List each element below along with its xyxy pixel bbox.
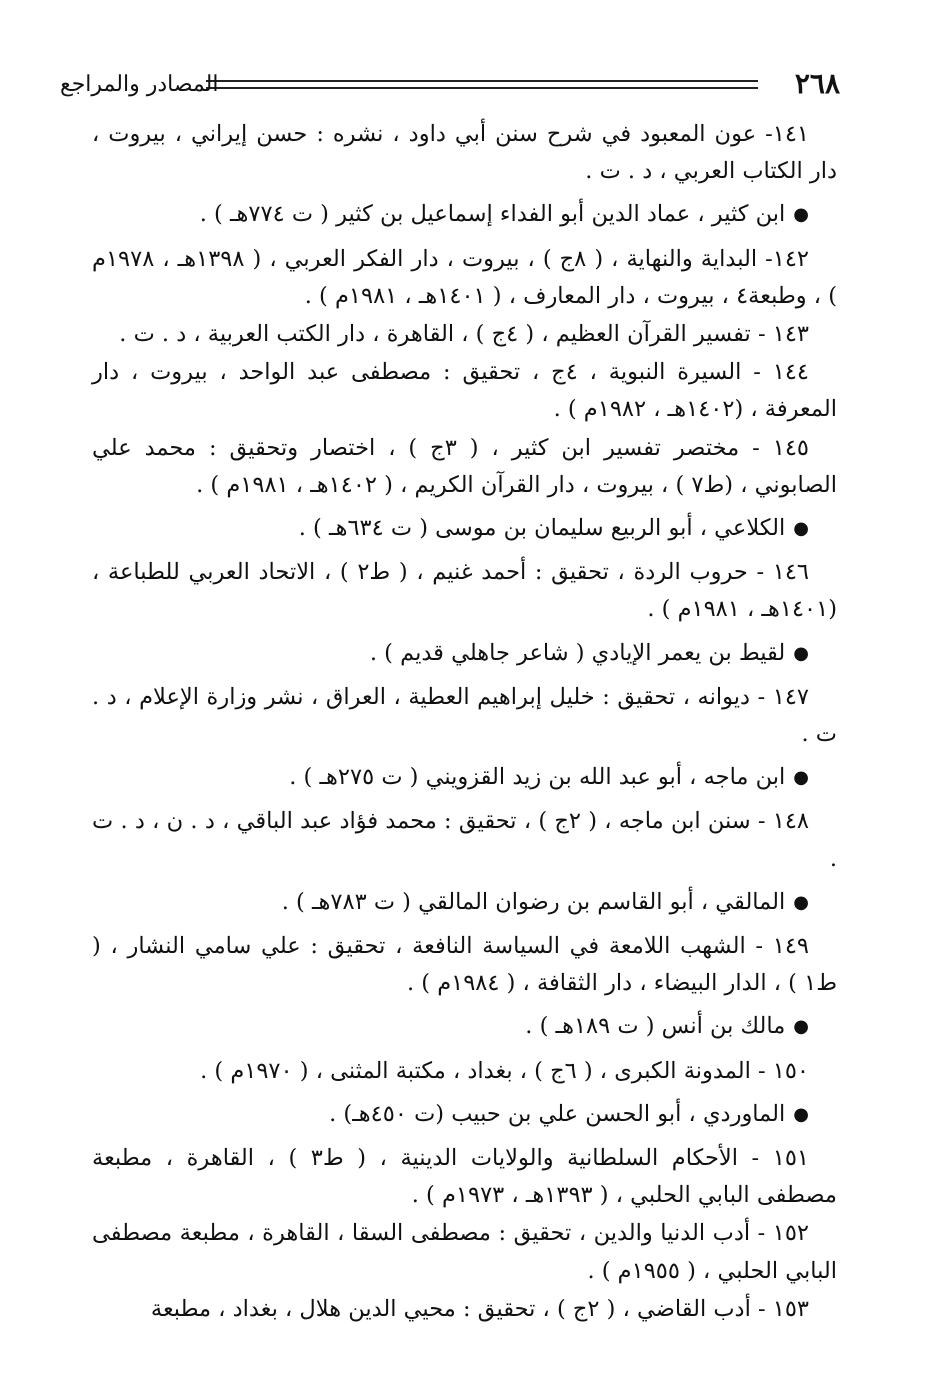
reference-entry: ١٥٢ - أدب الدنيا والدين ، تحقيق : مصطفى السقا ، القاهرة ، مطبعة مصطفى البابي الحلبي ، ( ١٩٥٥م ) .	[92, 1220, 837, 1284]
bullet-icon: ●	[793, 204, 809, 226]
reference-entry: ١٤١- عون المعبود في شرح سنن أبي داود ، نشره : حسن إيراني ، بيروت ، دار الكتاب العربي ، د . ت .	[92, 121, 837, 185]
author-text: ابن كثير ، عماد الدين أبو الفداء إسماعيل بن كثير ( ت ٧٧٤هـ ) .	[199, 201, 786, 228]
reference-entry: ١٥١ - الأحكام السلطانية والولايات الدينية ، ( ط٣ ) ، القاهرة ، مطبعة مصطفى البابي الحلبي ، ( ١٣٩٣هـ ، ١٩٧٣م ) .	[92, 1145, 837, 1209]
reference-entry: ١٥٠ - المدونة الكبرى ، ( ٦ج ) ، بغداد ، مكتبة المثنى ، ( ١٩٧٠م ) .	[200, 1057, 809, 1084]
author-text: لقيط بن يعمر الإيادي ( شاعر جاهلي قديم ) .	[369, 639, 786, 666]
reference-entry: ١٥٣ - أدب القاضي ، ( ٢ج ) ، تحقيق : محيي الدين هلال ، بغداد ، مطبعة	[150, 1295, 809, 1322]
header-double-rule	[206, 80, 758, 89]
reference-entry: ١٤٢- البداية والنهاية ، ( ٨ج ) ، بيروت ، دار الفكر العربي ، ( ١٣٩٨هـ ، ١٩٧٨م ) ، وطبعة٤ ، بيروت ، دار المعارف ، ( ١٤٠١هـ ، ١٩٨١م ) .	[92, 245, 837, 309]
author-heading	[92, 196, 837, 234]
page-number: ٢٦٨	[794, 67, 840, 100]
bullet-icon: ●	[793, 767, 809, 789]
bullet-icon: ●	[793, 891, 809, 913]
reference-entry: ١٤٨ - سنن ابن ماجه ، ( ٢ج ) ، تحقيق : محمد فؤاد عبد الباقي ، د . ن ، د . ت .	[92, 808, 837, 872]
reference-entry: ١٤٩ - الشهب اللامعة في السياسة النافعة ، تحقيق : علي سامي النشار ، ( ط١ ) ، الدار البيضاء ، دار الثقافة ، ( ١٩٨٤م ) .	[92, 933, 837, 997]
author-text: مالك بن أنس ( ت ١٨٩هـ ) .	[525, 1013, 786, 1040]
bullet-icon: ●	[793, 1016, 809, 1038]
reference-entry: ١٤٧ - ديوانه ، تحقيق : خليل إبراهيم العطية ، العراق ، نشر وزارة الإعلام ، د . ت .	[92, 683, 837, 748]
bullet-icon: ●	[793, 518, 809, 540]
author-heading	[92, 884, 837, 922]
reference-entry: ١٤٥ - مختصر تفسير ابن كثير ، ( ٣ج ) ، اختصار وتحقيق : محمد علي الصابوني ، (ط٧ ) ، بيروت ، دار القرآن الكريم ، ( ١٤٠٢هـ ، ١٩٨١م ) .	[92, 434, 837, 498]
reference-entry: ١٤٦ - حروب الردة ، تحقيق : أحمد غنيم ، ( ط٢ ) ، الاتحاد العربي للطباعة ، (١٤٠١هـ ، ١٩٨١م ) .	[92, 559, 837, 623]
bullet-icon: ●	[793, 1103, 809, 1125]
author-text: المالقي ، أبو القاسم بن رضوان المالقي ( ت ٧٨٣هـ ) .	[281, 888, 786, 915]
reference-entry: ١٤٤ - السيرة النبوية ، ٤ج ، تحقيق : مصطفى عبد الواحد ، بيروت ، دار المعرفة ، (١٤٠٢هـ ، ١٩٨٢م ) .	[92, 359, 837, 423]
reference-entry: ١٤٣ - تفسير القرآن العظيم ، ( ٤ج ) ، القاهرة ، دار الكتب العربية ، د . ت .	[119, 321, 809, 348]
bibliography-list	[92, 116, 837, 1329]
author-text: الماوردي ، أبو الحسن علي بن حبيب (ت ٤٥٠هـ) .	[329, 1100, 786, 1127]
author-heading	[92, 635, 837, 673]
author-heading	[92, 759, 837, 797]
running-title: المصادر والمراجع	[60, 72, 219, 97]
bullet-icon: ●	[793, 642, 809, 664]
author-text: ابن ماجه ، أبو عبد الله بن زيد القزويني ( ت ٢٧٥هـ ) .	[289, 764, 786, 791]
author-heading	[92, 510, 837, 548]
author-heading	[92, 1096, 837, 1134]
author-text: الكلاعي ، أبو الربيع سليمان بن موسى ( ت ٦٣٤هـ ) .	[298, 515, 786, 542]
running-header	[60, 64, 840, 104]
author-heading	[92, 1008, 837, 1046]
